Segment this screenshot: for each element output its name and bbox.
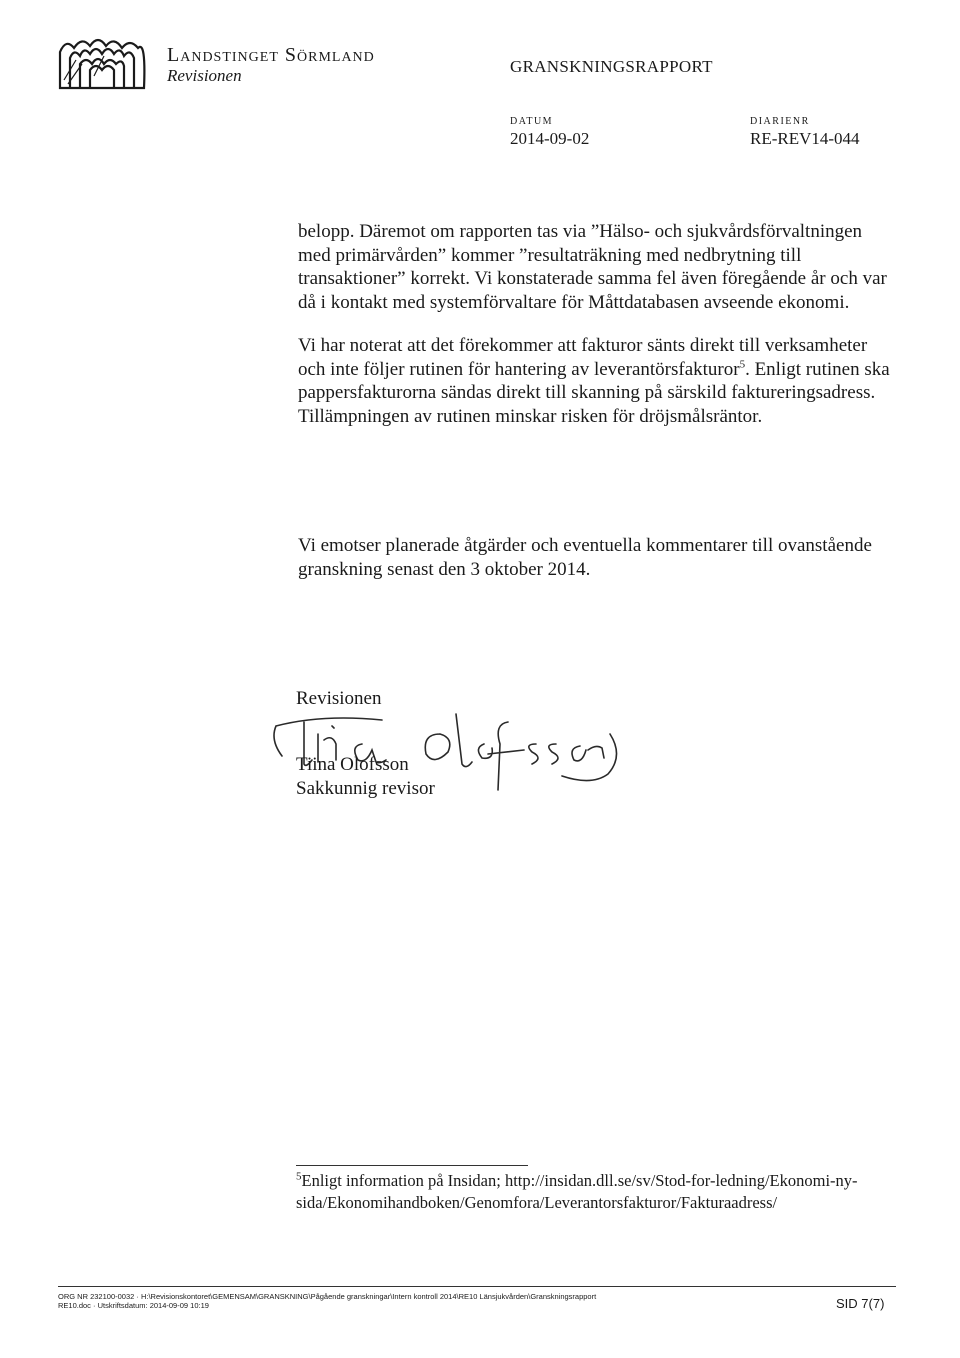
date-label: DATUM (510, 116, 554, 127)
paragraph-2 (298, 334, 898, 428)
crown-logo-icon (54, 30, 150, 92)
signer-name: Tiina Olofsson (296, 754, 409, 775)
org-unit: Revisionen (167, 66, 242, 85)
footnote-number: 5 (296, 1170, 302, 1183)
report-type: GRANSKNINGSRAPPORT (510, 57, 713, 76)
paragraph-2-part-a: Vi har noterat att det förekommer att fakturor sänts direkt till verksamheter och inte följer rutinen för hantering av leverantörsfakturor (298, 335, 868, 380)
org-name: Landstinget Sörmland (167, 44, 375, 66)
footnote (296, 1170, 876, 1214)
signature-org: Revisionen (296, 688, 382, 709)
diarienr-label: DIARIENR (750, 116, 810, 127)
paragraph-2-part-b: . Enligt rutinen ska pappersfakturorna sändas direkt till skanning på särskild faktureringsadress. Tillämpningen av rutinen minskar risken för dröjsmålsräntor. (298, 358, 890, 427)
date-value: 2014-09-02 (510, 129, 590, 148)
page-number: SID 7(7) (836, 1296, 885, 1311)
paragraph-1: belopp. Däremot om rapporten tas via ”Hälso- och sjukvårdsförvaltningen med primärvården” kommer ”resultaträkning med nedbrytning till transaktioner” korrekt. Vi konstaterade samma fel även föregående år och var då i kontakt med systemförvaltare för Måttdatabasen avseende ekonomi. (298, 221, 887, 313)
footnote-ref: 5 (739, 358, 746, 371)
diarienr-value: RE-REV14-044 (750, 129, 860, 148)
footer-divider (58, 1286, 896, 1287)
signer-title: Sakkunnig revisor (296, 778, 435, 799)
footer-print-date: RE10.doc · Utskriftsdatum: 2014-09-09 10:19 (58, 1301, 209, 1310)
paragraph-3: Vi emotser planerade åtgärder och eventuella kommentarer till ovanstående granskning senast den 3 oktober 2014. (298, 535, 872, 580)
footnote-text: Enligt information på Insidan; http://insidan.dll.se/sv/Stod-for-ledning/Ekonomi-ny-sida/Ekonomihandboken/Genomfora/Leverantorsfakturor/Fakturaadress/ (296, 1171, 858, 1212)
footnote-divider (296, 1165, 528, 1166)
footer-path: ORG NR 232100-0032 · H:\Revisionskontoret\GEMENSAM\GRANSKNING\Pågående granskningar\Intern kontroll 2014\RE10 Länsjukvården\Granskningsrapport (58, 1292, 597, 1301)
